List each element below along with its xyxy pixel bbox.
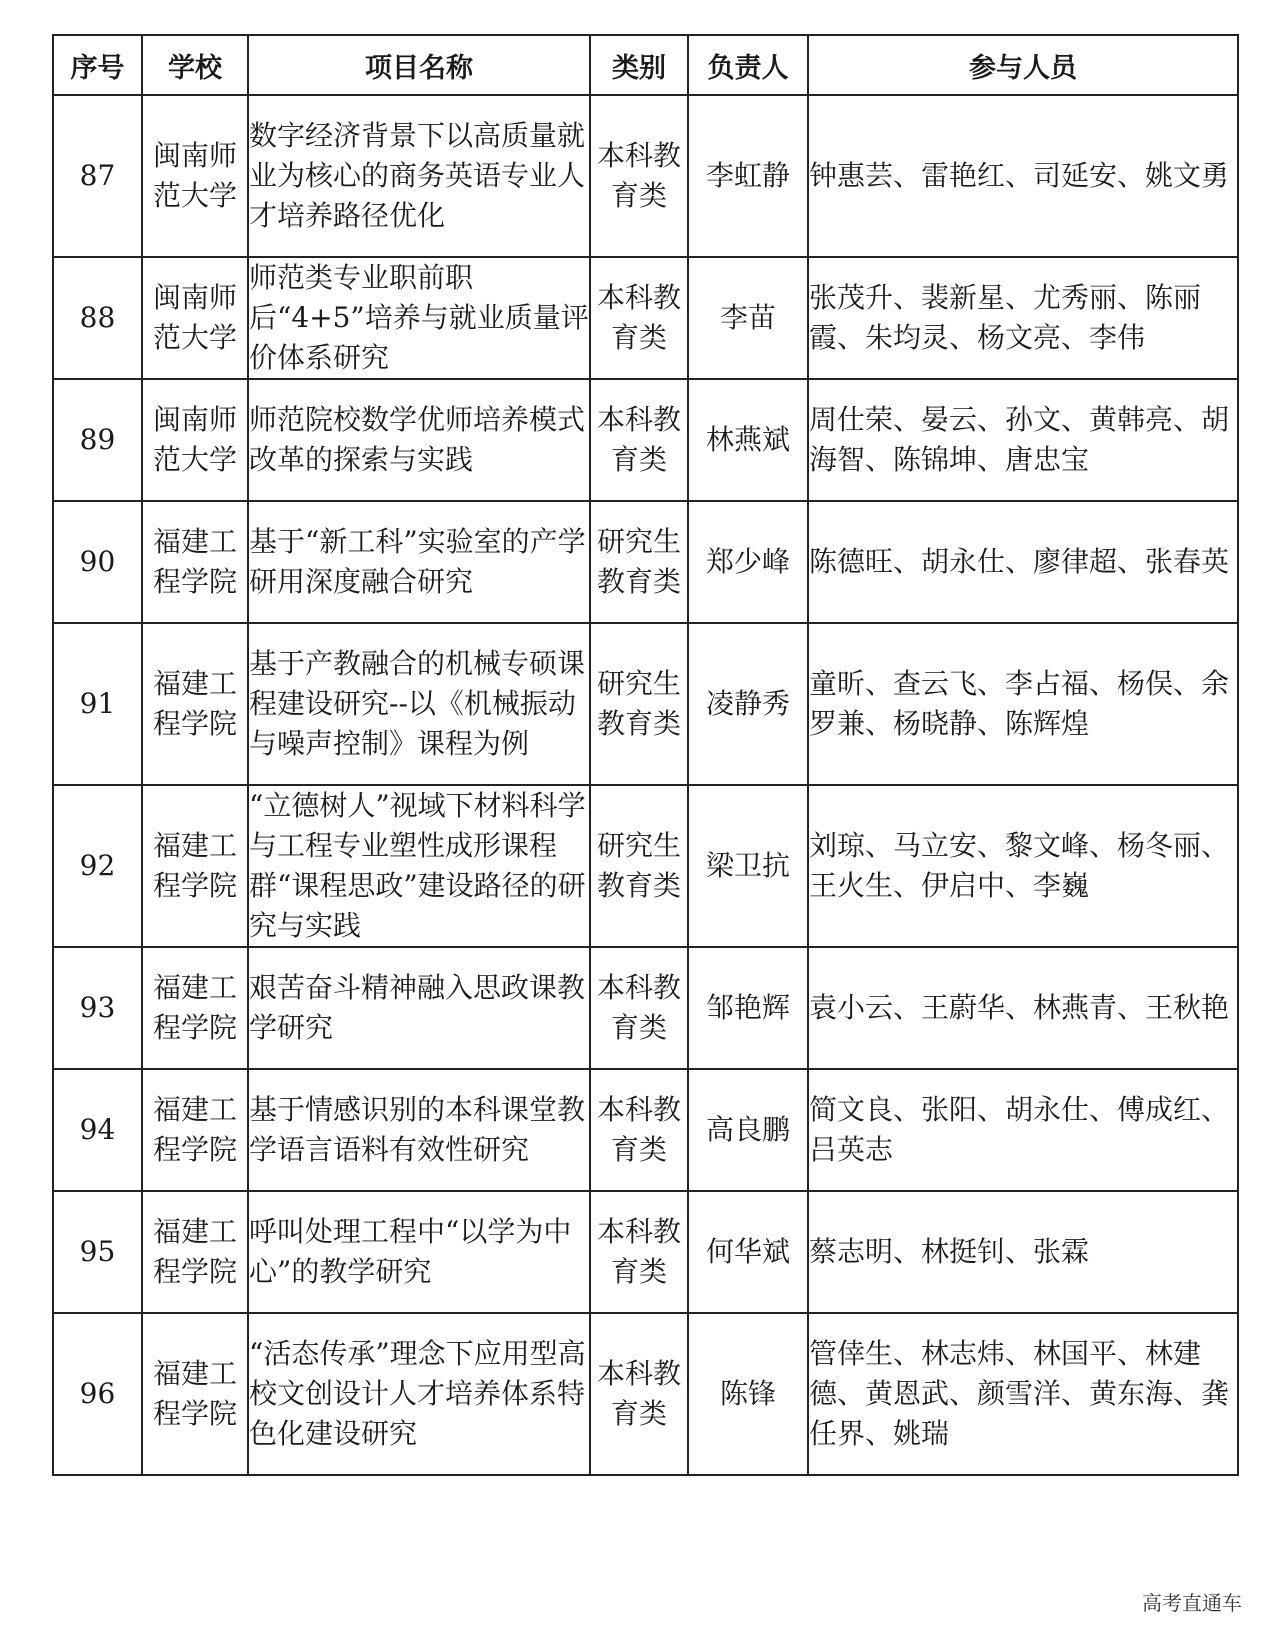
row-leader: 高良鹏 — [688, 1069, 808, 1191]
row-title: 艰苦奋斗精神融入思政课教学研究 — [248, 947, 590, 1069]
row-leader: 凌静秀 — [688, 623, 808, 785]
row-school: 福建工程学院 — [142, 1191, 248, 1313]
row-no: 91 — [53, 623, 142, 785]
table-row — [53, 1069, 1238, 1191]
table-row — [53, 501, 1238, 623]
row-category: 本科教育类 — [590, 257, 688, 379]
row-school: 福建工程学院 — [142, 785, 248, 947]
row-no: 88 — [53, 257, 142, 379]
row-leader: 林燕斌 — [688, 379, 808, 501]
row-no: 96 — [53, 1313, 142, 1475]
header-category: 类别 — [590, 35, 688, 95]
row-category: 本科教育类 — [590, 95, 688, 257]
row-school: 闽南师范大学 — [142, 257, 248, 379]
row-title: 师范类专业职前职后“4+5”培养与就业质量评价体系研究 — [248, 257, 590, 379]
row-members: 蔡志明、林挺钊、张霖 — [808, 1191, 1238, 1313]
row-category: 本科教育类 — [590, 947, 688, 1069]
row-leader: 李虹静 — [688, 95, 808, 257]
row-members: 简文良、张阳、胡永仕、傅成红、吕英志 — [808, 1069, 1238, 1191]
table-row — [53, 1313, 1238, 1475]
header-members: 参与人员 — [808, 35, 1238, 95]
row-school: 福建工程学院 — [142, 1313, 248, 1475]
row-members: 张茂升、裴新星、尤秀丽、陈丽霞、朱均灵、杨文亮、李伟 — [808, 257, 1238, 379]
table-row — [53, 1191, 1238, 1313]
row-title: 呼叫处理工程中“以学为中心”的教学研究 — [248, 1191, 590, 1313]
row-title: 数字经济背景下以高质量就业为核心的商务英语专业人才培养路径优化 — [248, 95, 590, 257]
row-title: “活态传承”理念下应用型高校文创设计人才培养体系特色化建设研究 — [248, 1313, 590, 1475]
row-members: 童昕、查云飞、李占福、杨俣、余罗兼、杨晓静、陈辉煌 — [808, 623, 1238, 785]
row-school: 福建工程学院 — [142, 947, 248, 1069]
row-no: 89 — [53, 379, 142, 501]
row-members: 管倖生、林志炜、林国平、林建德、黄恩武、颜雪洋、黄东海、龚任界、姚瑞 — [808, 1313, 1238, 1475]
row-category: 研究生教育类 — [590, 623, 688, 785]
row-no: 93 — [53, 947, 142, 1069]
row-leader: 梁卫抗 — [688, 785, 808, 947]
table-row — [53, 785, 1238, 947]
row-category: 本科教育类 — [590, 1069, 688, 1191]
row-members: 周仕荣、晏云、孙文、黄韩亮、胡海智、陈锦坤、唐忠宝 — [808, 379, 1238, 501]
row-category: 本科教育类 — [590, 1313, 688, 1475]
row-school: 福建工程学院 — [142, 623, 248, 785]
row-no: 92 — [53, 785, 142, 947]
header-no: 序号 — [53, 35, 142, 95]
table-header-row — [53, 35, 1238, 95]
row-members: 刘琼、马立安、黎文峰、杨冬丽、王火生、伊启中、李巍 — [808, 785, 1238, 947]
row-title: 师范院校数学优师培养模式改革的探索与实践 — [248, 379, 590, 501]
row-leader: 郑少峰 — [688, 501, 808, 623]
row-no: 95 — [53, 1191, 142, 1313]
row-school: 福建工程学院 — [142, 1069, 248, 1191]
row-school: 闽南师范大学 — [142, 379, 248, 501]
table-row — [53, 95, 1238, 257]
table-row — [53, 623, 1238, 785]
row-leader: 何华斌 — [688, 1191, 808, 1313]
row-leader: 邹艳辉 — [688, 947, 808, 1069]
row-category: 研究生教育类 — [590, 501, 688, 623]
row-category: 本科教育类 — [590, 1191, 688, 1313]
row-title: “立德树人”视域下材料科学与工程专业塑性成形课程群“课程思政”建设路径的研究与实践 — [248, 785, 590, 947]
table-row — [53, 947, 1238, 1069]
row-category: 研究生教育类 — [590, 785, 688, 947]
row-title: 基于情感识别的本科课堂教学语言语料有效性研究 — [248, 1069, 590, 1191]
header-leader: 负责人 — [688, 35, 808, 95]
row-category: 本科教育类 — [590, 379, 688, 501]
row-leader: 李苗 — [688, 257, 808, 379]
row-members: 陈德旺、胡永仕、廖律超、张春英 — [808, 501, 1238, 623]
row-leader: 陈锋 — [688, 1313, 808, 1475]
header-school: 学校 — [142, 35, 248, 95]
table-row — [53, 257, 1238, 379]
row-title: 基于产教融合的机械专硕课程建设研究--以《机械振动与噪声控制》课程为例 — [248, 623, 590, 785]
project-table — [52, 34, 1239, 1476]
row-no: 87 — [53, 95, 142, 257]
row-title: 基于“新工科”实验室的产学研用深度融合研究 — [248, 501, 590, 623]
row-members: 袁小云、王蔚华、林燕青、王秋艳 — [808, 947, 1238, 1069]
row-members: 钟惠芸、雷艳红、司延安、姚文勇 — [808, 95, 1238, 257]
header-title: 项目名称 — [248, 35, 590, 95]
table-row — [53, 379, 1238, 501]
row-school: 闽南师范大学 — [142, 95, 248, 257]
watermark-text: 高考直通车 — [1142, 1591, 1242, 1615]
row-school: 福建工程学院 — [142, 501, 248, 623]
row-no: 94 — [53, 1069, 142, 1191]
row-no: 90 — [53, 501, 142, 623]
